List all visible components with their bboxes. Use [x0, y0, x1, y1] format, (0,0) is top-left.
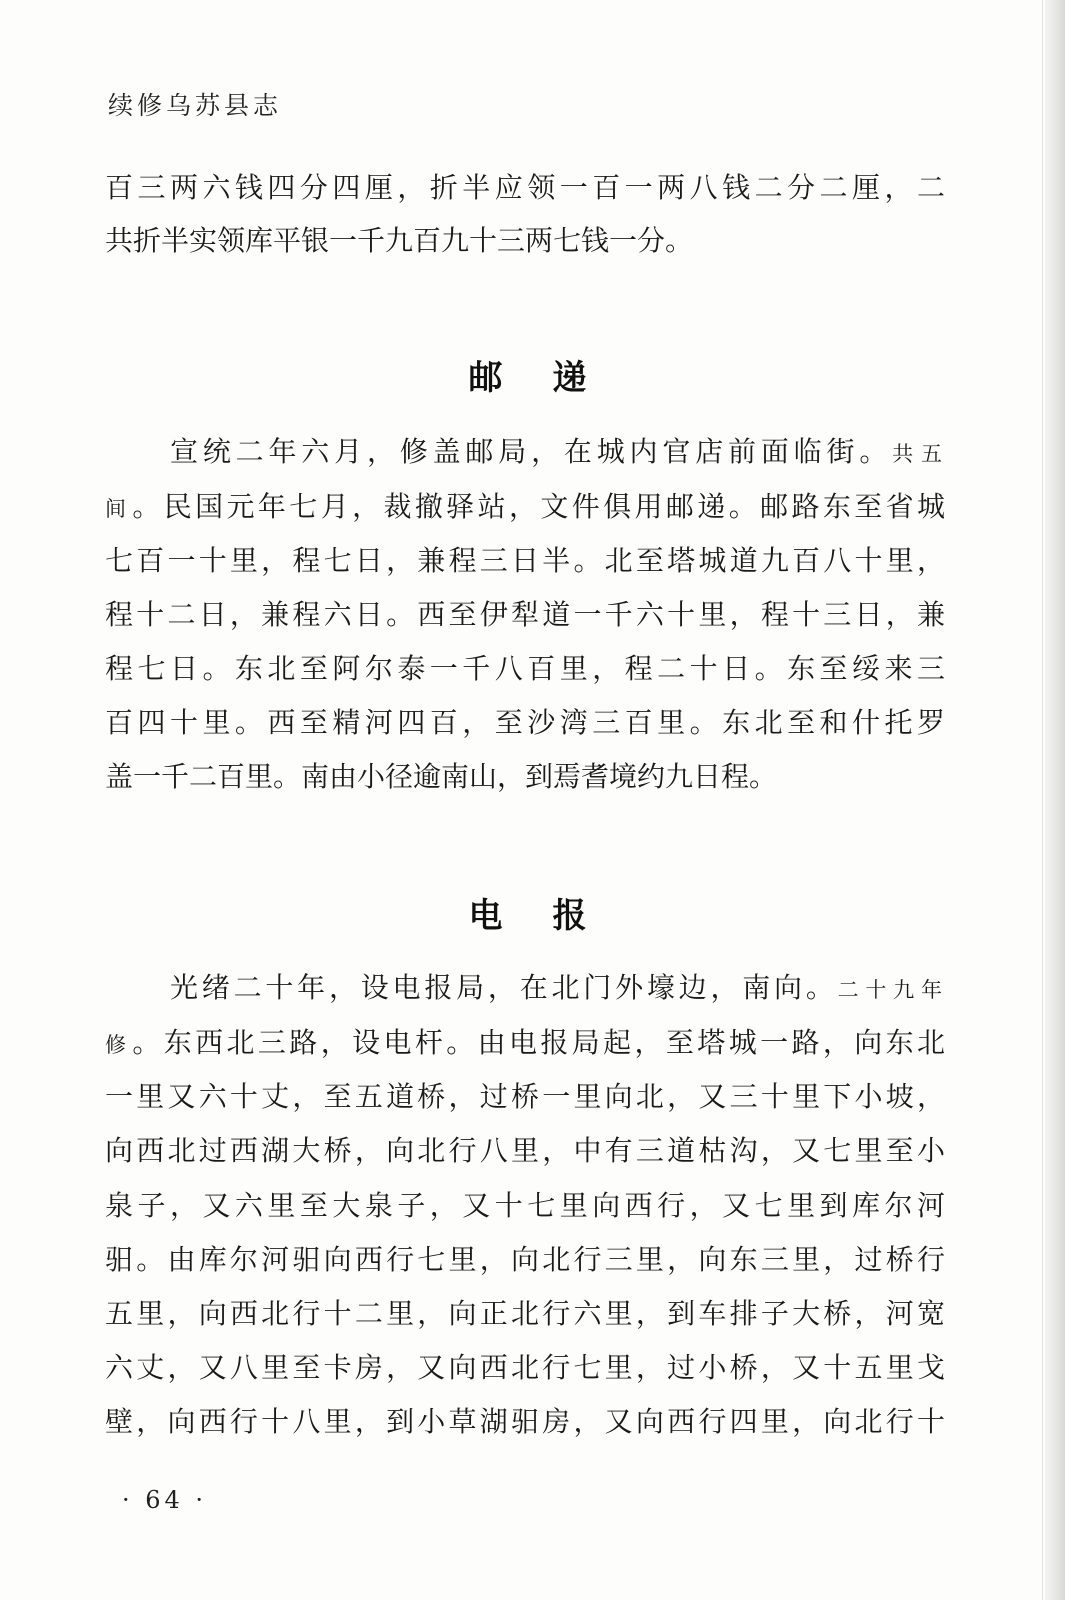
telegraph-line-1-note: 二十九年: [837, 978, 945, 1002]
running-head: 续修乌苏县志: [108, 91, 283, 120]
telegraph-line-8: 六丈，又八里至卡房，又向西北行七里，过小桥，又十五里戈: [105, 1351, 945, 1384]
postal-line-1-text: 宣统二年六月，修盖邮局，在城内官店前面临街。: [170, 435, 893, 468]
page-number: · 64 ·: [122, 1486, 208, 1514]
telegraph-line-7: 五里，向西北行十二里，向正北行六里，到车排子大桥，河宽: [105, 1297, 945, 1330]
section-heading-telegraph: 电报: [468, 896, 637, 936]
section-heading-postal: 邮递: [468, 358, 637, 398]
telegraph-line-2: [105, 1023, 945, 1063]
postal-line-5: 程七日。东北至阿尔泰一千八百里，程二十日。东至绥来三: [105, 652, 945, 685]
telegraph-line-4: 向西北过西湖大桥，向北行八里，中有三道枯沟，又七里至小: [105, 1134, 945, 1167]
page-edge-shadow: [1045, 0, 1065, 1600]
telegraph-line-1-text: 光绪二十年，设电报局，在北门外壕边，南向。: [170, 971, 838, 1004]
postal-line-4: 程十二日，兼程六日。西至伊犁道一千六十里，程十三日，兼: [105, 598, 945, 631]
telegraph-line-3: 一里又六十丈，至五道桥，过桥一里向北，又三十里下小坡，: [105, 1080, 945, 1113]
postal-line-6: 百四十里。西至精河四百，至沙湾三百里。东北至和什托罗: [105, 706, 945, 739]
postal-line-2: [105, 487, 945, 527]
postal-line-2-note: 间: [105, 497, 133, 521]
page-edge-shadow-line: [1042, 0, 1043, 1600]
telegraph-line-6: 驲。由库尔河驲向西行七里，向北行三里，向东三里，过桥行: [105, 1243, 945, 1276]
telegraph-line-2-note: 修: [105, 1033, 133, 1057]
telegraph-line-2-text: 。东西北三路，设电杆。由电报局起，至塔城一路，向东北: [132, 1026, 945, 1059]
telegraph-line-1: [170, 968, 945, 1008]
intro-line-1: 百三两六钱四分四厘，折半应领一百一两八钱二分二厘，二: [105, 171, 945, 204]
postal-line-7: 盖一千二百里。南由小径逾南山，到焉耆境约九日程。: [105, 760, 778, 793]
intro-line-2: 共折半实领库平银一千九百九十三两七钱一分。: [105, 224, 694, 257]
postal-line-1: [170, 432, 945, 472]
telegraph-line-9: 壁，向西行十八里，到小草湖驲房，又向西行四里，向北行十: [105, 1405, 945, 1438]
postal-line-2-text: 。民国元年七月，裁撤驿站，文件俱用邮递。邮路东至省城: [132, 490, 945, 523]
telegraph-line-5: 泉子，又六里至大泉子，又十七里向西行，又七里到库尔河: [105, 1189, 945, 1222]
postal-line-1-note: 共五: [892, 442, 945, 466]
postal-line-3: 七百一十里，程七日，兼程三日半。北至塔城道九百八十里，: [105, 544, 945, 577]
